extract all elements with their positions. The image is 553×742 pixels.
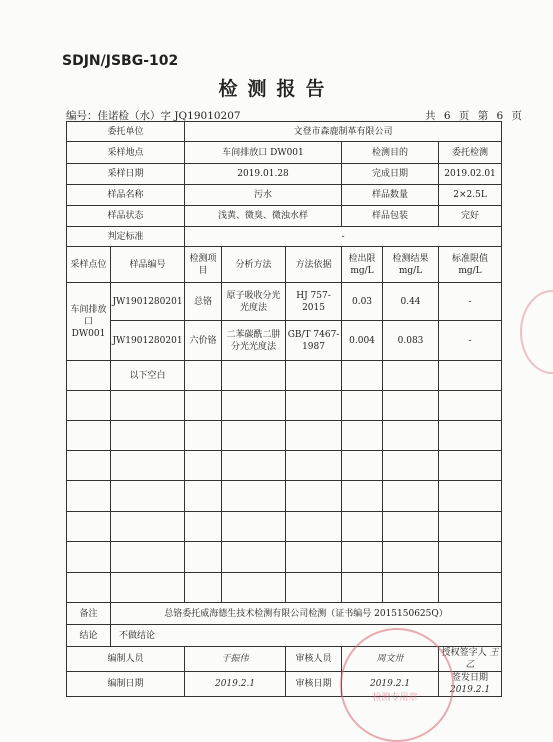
report-table	[66, 121, 502, 697]
row-site: 车间排放口 DW001	[67, 283, 111, 361]
col-limit: 检出限 mg/L	[342, 247, 383, 283]
sample-date-label: 采样日期	[67, 164, 185, 185]
row2-basis: GB/T 7467-1987	[286, 321, 342, 361]
page-count: 共 6 页 第 6 页	[425, 110, 523, 122]
reviewer-label: 审核人员	[286, 647, 342, 672]
site-value: 车间排放口 DW001	[185, 142, 342, 164]
row2-id: JW1901280201	[111, 321, 185, 361]
signer-label: 授权签字人	[441, 648, 487, 658]
row2-limit: 0.004	[342, 321, 383, 361]
sample-pack-value: 完好	[439, 206, 502, 227]
purpose-value: 委托检测	[439, 142, 502, 164]
conclusion-label: 结论	[67, 625, 111, 647]
site-label: 采样地点	[67, 142, 185, 164]
issue-date-value: 2019.2.1	[449, 685, 491, 695]
row1-item: 总铬	[185, 283, 222, 321]
client-value: 文登市森鹿制革有限公司	[185, 122, 502, 142]
stamp-text: 检测专用章	[372, 693, 418, 703]
remark-label: 备注	[67, 603, 111, 625]
finish-date-label: 完成日期	[342, 164, 439, 185]
sample-name-value: 污水	[185, 185, 342, 206]
row2-stdlim: -	[439, 321, 502, 361]
sample-pack-label: 样品包装	[342, 206, 439, 227]
remark-value: 总铬委托威海德生技术检测有限公司检测（证书编号 2015150625Q）	[111, 603, 502, 625]
sample-qty-label: 样品数量	[342, 185, 439, 206]
sample-state-label: 样品状态	[67, 206, 185, 227]
col-method: 分析方法	[222, 247, 286, 283]
seam-stamp	[520, 290, 553, 374]
col-id: 样品编号	[111, 247, 185, 283]
standard-label: 判定标准	[67, 227, 185, 247]
row1-stdlim: -	[439, 283, 502, 321]
reviewer-signature: 周文卅	[342, 647, 439, 672]
conclusion-value: 不做结论	[111, 625, 502, 647]
purpose-label: 检测目的	[342, 142, 439, 164]
row2-result: 0.083	[383, 321, 439, 361]
official-stamp	[340, 628, 454, 742]
row1-basis: HJ 757-2015	[286, 283, 342, 321]
finish-date-value: 2019.02.01	[439, 164, 502, 185]
report-title: 检测报告	[218, 78, 335, 100]
row2-method: 二苯碳酰二肼分光光度法	[222, 321, 286, 361]
compiler-label: 编制人员	[67, 647, 185, 672]
col-site: 采样点位	[67, 247, 111, 283]
row1-result: 0.44	[383, 283, 439, 321]
sample-date-value: 2019.01.28	[185, 164, 342, 185]
sample-name-label: 样品名称	[67, 185, 185, 206]
sample-qty-value: 2×2.5L	[439, 185, 502, 206]
row2-item: 六价铬	[185, 321, 222, 361]
row1-method: 原子吸收分光光度法	[222, 283, 286, 321]
signer-signature: 王乙	[465, 648, 499, 670]
compiler-signature: 于振伟	[185, 647, 286, 672]
compile-date-label: 编制日期	[67, 672, 185, 697]
col-stdlim: 标准限值 mg/L	[439, 247, 502, 283]
client-label: 委托单位	[67, 122, 185, 142]
report-code: SDJN/JSBG-102	[62, 53, 179, 69]
standard-value: -	[185, 227, 502, 247]
compile-date-value: 2019.2.1	[185, 672, 286, 697]
review-date-value: 2019.2.1	[342, 672, 439, 697]
sample-state-value: 浅黄、微臭、微浊水样	[185, 206, 342, 227]
col-item: 检测项目	[185, 247, 222, 283]
col-basis: 方法依据	[286, 247, 342, 283]
blank-note: 以下空白	[111, 361, 185, 391]
row1-id: JW1901280201	[111, 283, 185, 321]
review-date-label: 审核日期	[286, 672, 342, 697]
report-number: 编号：佳诺检（水）字 JQ19010207	[66, 110, 241, 122]
col-result: 检测结果 mg/L	[383, 247, 439, 283]
issue-date-label: 签发日期	[452, 673, 489, 683]
row1-limit: 0.03	[342, 283, 383, 321]
